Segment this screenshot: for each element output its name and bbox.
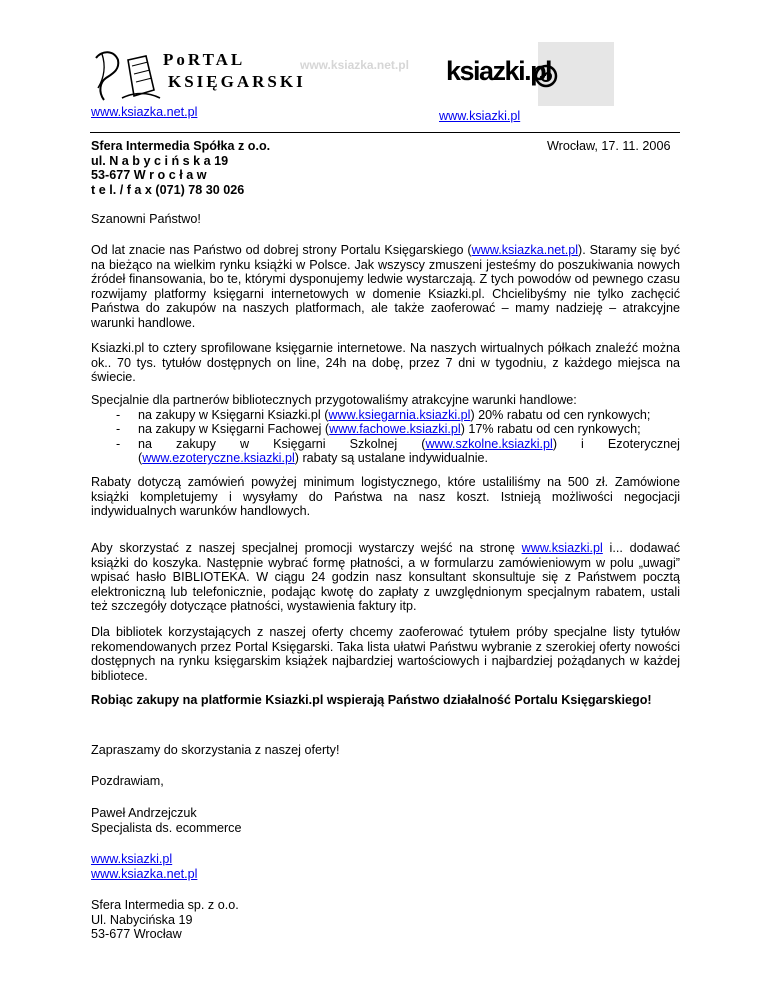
list-word: na: [138, 436, 153, 451]
link-szkolne[interactable]: www.szkolne.ksiazki.pl: [425, 436, 553, 451]
list-word: i: [581, 436, 584, 451]
offer-list: [91, 408, 680, 466]
list-text: na zakupy w Księgarni Fachowej (: [138, 422, 330, 437]
header-divider: [90, 132, 680, 133]
link-ksiazki[interactable]: www.ksiazki.pl: [521, 541, 603, 555]
open-book-icon: [88, 48, 168, 104]
footer-line: Ul. Nabycińska 19: [91, 912, 193, 927]
invitation: Zapraszamy do skorzystania z naszej oferty!: [91, 743, 340, 757]
list-item: [91, 437, 680, 466]
sender-address: [91, 139, 270, 197]
logo-text-portal: PoRTAL: [163, 50, 246, 69]
watermark-text: www.ksiazka.net.pl: [300, 58, 409, 72]
link-ksiazka-net[interactable]: www.ksiazka.net.pl: [471, 243, 579, 257]
paragraph-text: ). Staramy się być na bieżąco na wielkim rynku książki w Polsce. Jak wszyscy zmuszeni jesteśmy do poszukiwania nowych źródeł finansowania, bo te, którymi dysponujemy ledwie wystarczają. Z tych powodów od pewnego czasu rozwijamy platformy księgarni internetowych w domenie Ksiazki.pl. Chcielibyśmy nie tylko zachęcić Państwa do zakupów na naszych platformach, ale także zaoferować – mamy nadzieję – atrakcyjne warunki handlowe.: [91, 243, 680, 330]
sender-line: Sfera Intermedia Spółka z o.o.: [91, 139, 271, 153]
portal-ksiegarski-logo: [88, 48, 343, 104]
regards: Pozdrawiam,: [91, 774, 164, 788]
paragraph-offer: [91, 393, 680, 466]
list-text: ) rabaty są ustalane indywidualnie.: [294, 451, 488, 466]
list-word: zakupy: [176, 436, 216, 451]
logo-text-ksiegarski: KSIĘGARSKI: [168, 72, 306, 91]
signature-name: Paweł Andrzejczuk: [91, 806, 197, 820]
logo-text-ksiazki: ksiazki.pl: [446, 56, 552, 86]
list-word: Szkolnej: [349, 436, 398, 451]
footer-line: Sfera Intermedia sp. z o.o.: [91, 898, 239, 912]
list-word: Księgarni: [273, 436, 326, 451]
greeting: Szanowni Państwo!: [91, 212, 201, 226]
footer-line: 53-677 Wrocław: [91, 927, 182, 942]
sender-line: ul. N a b y c i ń s k a 19: [91, 153, 229, 168]
sender-line: 53-677 W r o c ł a w: [91, 168, 207, 183]
paragraph-text: i... dodawać książki do koszyka. Następnie wybrać formę płatności, a w formularzu zamówieniowym w polu „uwagi” wpisać hasło BIBLIOTEKA. W ciągu 24 godzin nasz konsultant skonsultuje się z Państwem pocztą elektroniczną lub telefonicznie, podając kwotę do zapłaty z uwzględnionym specjalnym rabatem, ustali też szczegóły dotyczące płatności, wystawienia faktury itp.: [91, 541, 680, 614]
list-line-continued: (www.ezoteryczne.ksiazki.pl) rabaty są ustalane indywidualnie.: [138, 451, 488, 466]
signature-title: Specjalista ds. ecommerce: [91, 820, 242, 835]
signature-links: [91, 852, 197, 881]
list-item: [91, 422, 680, 437]
paragraph-text: Od lat znacie nas Państwo od dobrej strony Portalu Księgarskiego (: [91, 243, 472, 257]
list-word: (www.szkolne.ksiazki.pl): [421, 436, 558, 451]
link-ksiegarnia[interactable]: www.ksiegarnia.ksiazki.pl: [328, 407, 471, 422]
list-text: na zakupy w Księgarni Ksiazki.pl (: [138, 407, 329, 422]
ksiazki-pl-logo: [442, 40, 617, 108]
paragraph-recommendations: Dla bibliotek korzystających z naszej oferty chcemy zaoferować tytułem próby specjalne listy tytułów rekomendowanych przez Portal Księgarski. Taka lista ułatwi Państwu wybranie z szerokiej oferty nowości dostępnych na rynku księgarskim książek najbardziej wartościowych i najbardziej pożądanych w każdej bibliotece.: [91, 625, 680, 683]
list-word: Ezoterycznej: [607, 436, 680, 451]
paragraph-about: Ksiazki.pl to cztery sprofilowane księgarnie internetowe. Na naszych wirtualnych półkach znaleźć można ok.. 70 tys. tytułów dostępnych on line, 24h na dobę, przez 7 dni w tygodniu, z każdego miejsca na świecie.: [91, 341, 680, 385]
signature-link-ksiazki[interactable]: www.ksiazki.pl: [91, 852, 173, 866]
paragraph-intro: [91, 243, 680, 331]
list-text: ) 20% rabatu od cen rynkowych;: [470, 407, 651, 422]
link-fachowe[interactable]: www.fachowe.ksiazki.pl: [329, 422, 461, 437]
list-dash: -: [116, 422, 121, 437]
sender-line: t e l. / f a x (071) 78 30 026: [91, 182, 245, 197]
letter-date: Wrocław, 17. 11. 2006: [547, 139, 671, 153]
paragraph-text: Aby skorzystać z naszej specjalnej promocji wystarczy wejść na stronę: [91, 541, 522, 555]
paragraph-support: Robiąc zakupy na platformie Ksiazki.pl wspierają Państwo działalność Portalu Księgarskiego!: [91, 693, 652, 707]
list-item: [91, 408, 680, 423]
list-justified-line: [138, 437, 680, 452]
header-link-ksiazka-net[interactable]: www.ksiazka.net.pl: [91, 105, 198, 119]
signature-block: [91, 806, 242, 835]
list-dash: -: [116, 407, 121, 422]
list-dash: -: [116, 436, 121, 451]
header-link-ksiazki[interactable]: www.ksiazki.pl: [439, 109, 521, 123]
footer-address: [91, 898, 239, 942]
signature-link-ksiazka-net[interactable]: www.ksiazka.net.pl: [91, 866, 198, 881]
list-word: w: [239, 436, 250, 451]
paragraph-discounts: Rabaty dotyczą zamówień powyżej minimum logistycznego, które ustaliliśmy na 500 zł. Zamówione książki kompletujemy i wysyłamy do Państwa na nasz koszt. Istnieją możliwości negocjacji indywidualnych warunków handlowych.: [91, 475, 680, 519]
paragraph-promotion: [91, 541, 680, 614]
offer-intro: Specjalnie dla partnerów bibliotecznych przygotowaliśmy atrakcyjne warunki handlowe:: [91, 393, 577, 407]
link-ezoteryczne[interactable]: www.ezoteryczne.ksiazki.pl: [142, 451, 295, 466]
list-text: ) 17% rabatu od cen rynkowych;: [460, 422, 641, 437]
